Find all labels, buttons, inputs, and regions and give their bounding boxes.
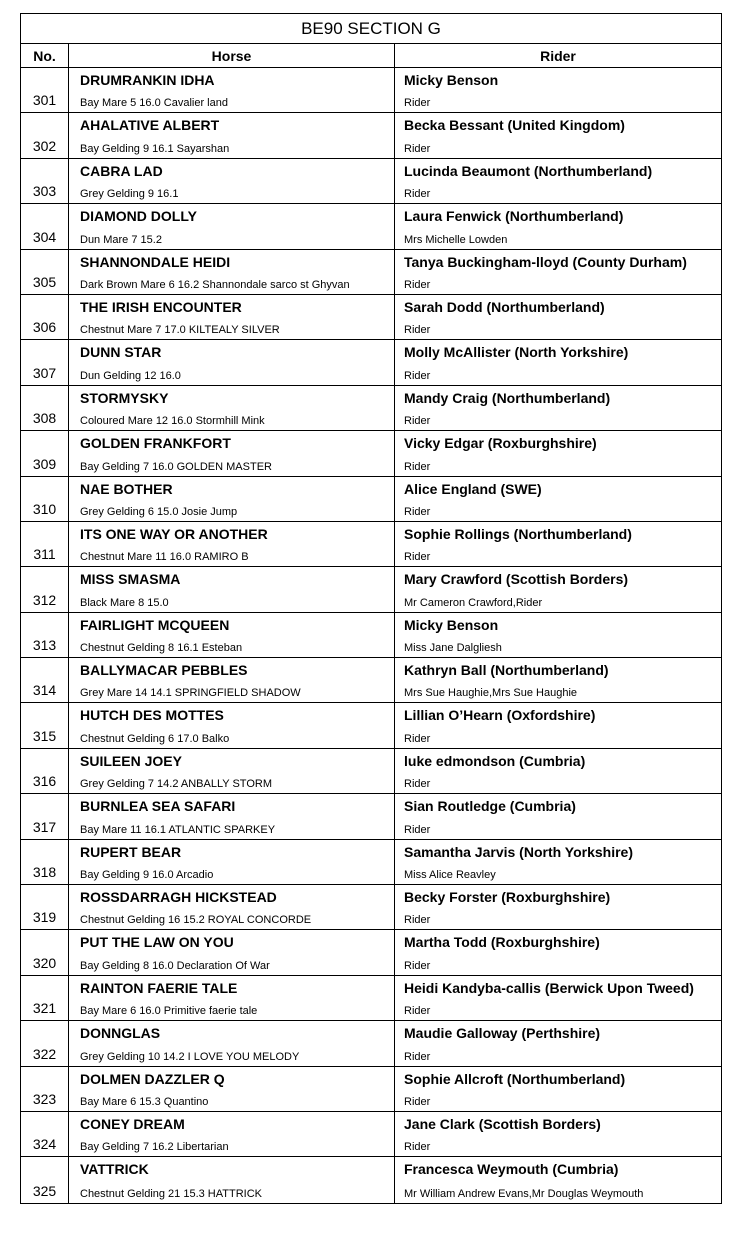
owner-name: Rider bbox=[404, 1141, 431, 1154]
rider-name: Sian Routledge (Cumbria) bbox=[404, 798, 576, 815]
section-title: BE90 SECTION G bbox=[21, 14, 721, 44]
table-row bbox=[21, 68, 721, 113]
horse-cell bbox=[69, 976, 395, 1020]
horse-name: ITS ONE WAY OR ANOTHER bbox=[80, 525, 268, 542]
rider-cell bbox=[395, 567, 721, 611]
rider-cell bbox=[395, 840, 721, 884]
table-row bbox=[21, 567, 721, 612]
rider-name: Samantha Jarvis (North Yorkshire) bbox=[404, 843, 634, 860]
horse-details: Bay Gelding 8 16.0 Declaration Of War bbox=[80, 959, 270, 972]
owner-name: Rider bbox=[404, 415, 431, 428]
owner-name: Rider bbox=[404, 369, 431, 382]
horse-cell bbox=[69, 340, 395, 384]
owner-name: Rider bbox=[404, 460, 431, 473]
horse-details: Bay Gelding 9 16.1 Sayarshan bbox=[80, 142, 230, 155]
table-row bbox=[21, 250, 721, 295]
entries-table bbox=[20, 13, 722, 1204]
entry-number: 315 bbox=[21, 703, 69, 747]
entry-number: 313 bbox=[21, 613, 69, 657]
table-row bbox=[21, 477, 721, 522]
horse-name: ROSSDARRAGH HICKSTEAD bbox=[80, 889, 277, 906]
horse-cell bbox=[69, 613, 395, 657]
owner-name: Mrs Sue Haughie,Mrs Sue Haughie bbox=[404, 687, 578, 700]
horse-name: DONNGLAS bbox=[80, 1025, 161, 1042]
rider-cell bbox=[395, 431, 721, 475]
table-row bbox=[21, 1112, 721, 1157]
table-row bbox=[21, 930, 721, 975]
horse-details: Grey Mare 14 14.1 SPRINGFIELD SHADOW bbox=[80, 687, 301, 700]
entry-number: 324 bbox=[21, 1112, 69, 1156]
horse-name: CONEY DREAM bbox=[80, 1115, 185, 1132]
rider-name: Sarah Dodd (Northumberland) bbox=[404, 298, 605, 315]
rider-cell bbox=[395, 1157, 721, 1202]
horse-details: Dun Gelding 12 16.0 bbox=[80, 369, 181, 382]
entry-number: 303 bbox=[21, 159, 69, 203]
horse-cell bbox=[69, 794, 395, 838]
table-row bbox=[21, 613, 721, 658]
horse-cell bbox=[69, 113, 395, 157]
entry-number: 319 bbox=[21, 885, 69, 929]
table-row bbox=[21, 749, 721, 794]
rider-name: Becka Bessant (United Kingdom) bbox=[404, 117, 625, 134]
rider-cell bbox=[395, 68, 721, 112]
rider-name: Alice England (SWE) bbox=[404, 480, 542, 497]
horse-cell bbox=[69, 68, 395, 112]
horse-cell bbox=[69, 703, 395, 747]
rider-cell bbox=[395, 794, 721, 838]
rider-cell bbox=[395, 204, 721, 248]
horse-details: Dark Brown Mare 6 16.2 Shannondale sarco st Ghyvan bbox=[80, 278, 350, 291]
rider-cell bbox=[395, 386, 721, 430]
horse-name: DRUMRANKIN IDHA bbox=[80, 72, 215, 88]
rider-cell bbox=[395, 885, 721, 929]
rider-name: Tanya Buckingham-lloyd (County Durham) bbox=[404, 253, 687, 270]
owner-name: Rider bbox=[404, 278, 431, 291]
horse-cell bbox=[69, 1157, 395, 1202]
horse-cell bbox=[69, 1112, 395, 1156]
owner-name: Miss Jane Dalgliesh bbox=[404, 642, 502, 655]
entry-number: 314 bbox=[21, 658, 69, 702]
horse-cell bbox=[69, 477, 395, 521]
horse-name: RAINTON FAERIE TALE bbox=[80, 979, 238, 996]
rider-cell bbox=[395, 613, 721, 657]
rider-name: Sophie Allcroft (Northumberland) bbox=[404, 1070, 626, 1087]
rider-name: Lillian O’Hearn (Oxfordshire) bbox=[404, 707, 596, 724]
entry-number: 316 bbox=[21, 749, 69, 793]
owner-name: Rider bbox=[404, 778, 431, 791]
rider-name: Vicky Edgar (Roxburghshire) bbox=[404, 435, 597, 452]
horse-details: Bay Mare 5 16.0 Cavalier land bbox=[80, 97, 228, 110]
rider-name: Martha Todd (Roxburghshire) bbox=[404, 934, 600, 951]
horse-details: Chestnut Mare 7 17.0 KILTEALY SILVER bbox=[80, 324, 280, 337]
horse-name: RUPERT BEAR bbox=[80, 843, 182, 860]
rider-cell bbox=[395, 522, 721, 566]
horse-name: MISS SMASMA bbox=[80, 571, 181, 588]
horse-details: Chestnut Gelding 6 17.0 Balko bbox=[80, 732, 230, 745]
horse-details: Bay Mare 11 16.1 ATLANTIC SPARKEY bbox=[80, 823, 276, 836]
rider-name: luke edmondson (Cumbria) bbox=[404, 752, 586, 769]
rider-cell bbox=[395, 477, 721, 521]
horse-cell bbox=[69, 204, 395, 248]
table-row bbox=[21, 522, 721, 567]
rider-name: Lucinda Beaumont (Northumberland) bbox=[404, 162, 653, 179]
entry-number: 310 bbox=[21, 477, 69, 521]
horse-name: THE IRISH ENCOUNTER bbox=[80, 298, 242, 315]
rider-cell bbox=[395, 749, 721, 793]
rider-name: Laura Fenwick (Northumberland) bbox=[404, 208, 624, 225]
entry-number: 320 bbox=[21, 930, 69, 974]
rider-cell bbox=[395, 159, 721, 203]
table-row bbox=[21, 1157, 721, 1202]
rider-cell bbox=[395, 113, 721, 157]
header-horse: Horse bbox=[69, 44, 395, 67]
table-row bbox=[21, 1021, 721, 1066]
horse-cell bbox=[69, 567, 395, 611]
horse-name: DIAMOND DOLLY bbox=[80, 208, 197, 225]
horse-name: PUT THE LAW ON YOU bbox=[80, 934, 234, 951]
horse-details: Bay Gelding 7 16.2 Libertarian bbox=[80, 1141, 229, 1154]
horse-name: SHANNONDALE HEIDI bbox=[80, 253, 231, 270]
owner-name: Rider bbox=[404, 505, 431, 518]
rider-name: Jane Clark (Scottish Borders) bbox=[404, 1115, 601, 1132]
owner-name: Rider bbox=[404, 1050, 431, 1063]
horse-details: Grey Gelding 9 16.1 bbox=[80, 188, 179, 201]
horse-name: CABRA LAD bbox=[80, 162, 163, 179]
table-row bbox=[21, 159, 721, 204]
horse-name: VATTRICK bbox=[80, 1161, 149, 1178]
rider-name: Heidi Kandyba-callis (Berwick Upon Tweed) bbox=[404, 979, 694, 996]
table-row bbox=[21, 658, 721, 703]
entry-number: 311 bbox=[21, 522, 69, 566]
entry-number: 308 bbox=[21, 386, 69, 430]
horse-name: AHALATIVE ALBERT bbox=[80, 117, 220, 134]
rider-cell bbox=[395, 250, 721, 294]
table-row bbox=[21, 295, 721, 340]
owner-name: Rider bbox=[404, 823, 431, 836]
horse-details: Bay Gelding 7 16.0 GOLDEN MASTER bbox=[80, 460, 272, 473]
horse-cell bbox=[69, 522, 395, 566]
rider-cell bbox=[395, 340, 721, 384]
rider-cell bbox=[395, 295, 721, 339]
owner-name: Rider bbox=[404, 551, 431, 564]
rider-cell bbox=[395, 976, 721, 1020]
table-row bbox=[21, 113, 721, 158]
table-row bbox=[21, 1067, 721, 1112]
rider-cell bbox=[395, 930, 721, 974]
horse-name: NAE BOTHER bbox=[80, 480, 173, 497]
horse-name: BALLYMACAR PEBBLES bbox=[80, 662, 248, 679]
owner-name: Mr Cameron Crawford,Rider bbox=[404, 596, 543, 609]
horse-cell bbox=[69, 250, 395, 294]
owner-name: Miss Alice Reavley bbox=[404, 869, 496, 882]
horse-details: Grey Gelding 10 14.2 I LOVE YOU MELODY bbox=[80, 1050, 300, 1063]
owner-name: Rider bbox=[404, 324, 431, 337]
entry-number: 323 bbox=[21, 1067, 69, 1111]
horse-cell bbox=[69, 930, 395, 974]
horse-details: Chestnut Mare 11 16.0 RAMIRO B bbox=[80, 551, 249, 564]
horse-details: Bay Gelding 9 16.0 Arcadio bbox=[80, 869, 214, 882]
rider-cell bbox=[395, 703, 721, 747]
horse-details: Dun Mare 7 15.2 bbox=[80, 233, 162, 246]
rider-cell bbox=[395, 658, 721, 702]
rider-name: Sophie Rollings (Northumberland) bbox=[404, 525, 632, 542]
table-row bbox=[21, 340, 721, 385]
owner-name: Rider bbox=[404, 188, 431, 201]
horse-name: SUILEEN JOEY bbox=[80, 752, 182, 769]
table-row bbox=[21, 976, 721, 1021]
horse-details: Chestnut Gelding 8 16.1 Esteban bbox=[80, 642, 243, 655]
header-no: No. bbox=[21, 44, 69, 67]
horse-name: STORMYSKY bbox=[80, 389, 169, 406]
owner-name: Rider bbox=[404, 1005, 431, 1018]
horse-details: Bay Mare 6 16.0 Primitive faerie tale bbox=[80, 1005, 258, 1018]
horse-name: DUNN STAR bbox=[80, 344, 162, 361]
horse-cell bbox=[69, 386, 395, 430]
horse-name: HUTCH DES MOTTES bbox=[80, 707, 224, 724]
owner-name: Rider bbox=[404, 959, 431, 972]
horse-details: Coloured Mare 12 16.0 Stormhill Mink bbox=[80, 415, 265, 428]
rider-name: Molly McAllister (North Yorkshire) bbox=[404, 344, 629, 361]
rider-cell bbox=[395, 1112, 721, 1156]
entry-number: 317 bbox=[21, 794, 69, 838]
rider-cell bbox=[395, 1067, 721, 1111]
horse-name: GOLDEN FRANKFORT bbox=[80, 435, 231, 452]
horse-details: Chestnut Gelding 16 15.2 ROYAL CONCORDE bbox=[80, 914, 312, 927]
entry-number: 321 bbox=[21, 976, 69, 1020]
horse-cell bbox=[69, 749, 395, 793]
horse-cell bbox=[69, 840, 395, 884]
horse-cell bbox=[69, 1067, 395, 1111]
entry-number: 305 bbox=[21, 250, 69, 294]
entry-number: 318 bbox=[21, 840, 69, 884]
owner-name: Rider bbox=[404, 732, 431, 745]
horse-details: Bay Mare 6 15.3 Quantino bbox=[80, 1095, 209, 1108]
rider-name: Mary Crawford (Scottish Borders) bbox=[404, 571, 629, 588]
horse-cell bbox=[69, 885, 395, 929]
header-rider: Rider bbox=[540, 47, 576, 64]
rider-name: Becky Forster (Roxburghshire) bbox=[404, 889, 611, 906]
entry-number: 306 bbox=[21, 295, 69, 339]
owner-name: Rider bbox=[404, 142, 431, 155]
horse-cell bbox=[69, 658, 395, 702]
rider-name: Mandy Craig (Northumberland) bbox=[404, 389, 611, 406]
entry-number: 325 bbox=[21, 1157, 69, 1202]
owner-name: Rider bbox=[404, 97, 431, 110]
rider-name: Francesca Weymouth (Cumbria) bbox=[404, 1161, 619, 1178]
horse-name: FAIRLIGHT MCQUEEN bbox=[80, 616, 230, 633]
entry-number: 322 bbox=[21, 1021, 69, 1065]
entry-number: 301 bbox=[21, 68, 69, 112]
horse-cell bbox=[69, 431, 395, 475]
horse-cell bbox=[69, 159, 395, 203]
entry-number: 309 bbox=[21, 431, 69, 475]
table-row bbox=[21, 703, 721, 748]
horse-cell bbox=[69, 1021, 395, 1065]
table-row bbox=[21, 840, 721, 885]
rider-cell bbox=[395, 1021, 721, 1065]
owner-name: Rider bbox=[404, 914, 431, 927]
header-row bbox=[21, 44, 721, 68]
table-body bbox=[21, 68, 721, 1203]
rider-name: Maudie Galloway (Perthshire) bbox=[404, 1025, 601, 1042]
horse-cell bbox=[69, 295, 395, 339]
owner-name: Mrs Michelle Lowden bbox=[404, 233, 508, 246]
table-row bbox=[21, 431, 721, 476]
horse-name: BURNLEA SEA SAFARI bbox=[80, 798, 236, 815]
horse-details: Chestnut Gelding 21 15.3 HATTRICK bbox=[80, 1187, 262, 1200]
horse-details: Black Mare 8 15.0 bbox=[80, 596, 169, 609]
table-row bbox=[21, 204, 721, 249]
owner-name: Mr William Andrew Evans,Mr Douglas Weymouth bbox=[404, 1187, 644, 1200]
rider-name: Micky Benson bbox=[404, 616, 499, 633]
table-row bbox=[21, 386, 721, 431]
owner-name: Rider bbox=[404, 1095, 431, 1108]
table-row bbox=[21, 885, 721, 930]
horse-details: Grey Gelding 6 15.0 Josie Jump bbox=[80, 505, 238, 518]
rider-name: Kathryn Ball (Northumberland) bbox=[404, 662, 609, 679]
rider-name: Micky Benson bbox=[404, 72, 499, 88]
entry-number: 307 bbox=[21, 340, 69, 384]
horse-details: Grey Gelding 7 14.2 ANBALLY STORM bbox=[80, 778, 272, 791]
horse-name: DOLMEN DAZZLER Q bbox=[80, 1070, 225, 1087]
table-row bbox=[21, 794, 721, 839]
entry-number: 312 bbox=[21, 567, 69, 611]
entry-number: 302 bbox=[21, 113, 69, 157]
entry-number: 304 bbox=[21, 204, 69, 248]
